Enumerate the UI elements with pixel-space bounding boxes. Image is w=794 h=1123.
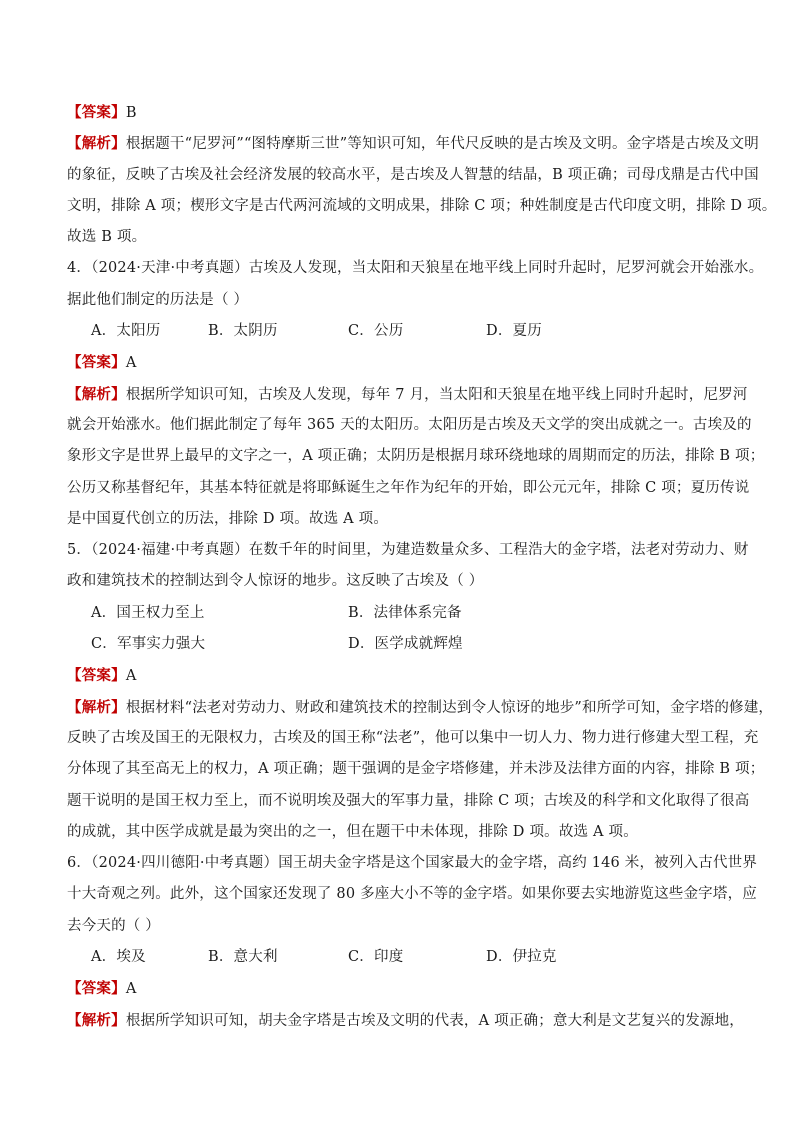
- answer-tag: 【答案】: [67, 104, 126, 121]
- answer-value: A: [125, 668, 137, 685]
- option-a: A．太阳历: [91, 323, 161, 340]
- analysis-line: 故选 B 项。: [67, 229, 147, 246]
- option-d: D．夏历: [486, 323, 542, 340]
- analysis-line: 象形文字是世界上最早的文字之一，A 项正确；太阴历是根据月球环绕地球的周期而定的历法，排除 B 项；: [67, 448, 765, 465]
- option-c: C．军事实力强大: [91, 636, 206, 653]
- analysis-line: 反映了古埃及国王的无限权力，古埃及的国王称“法老”，他可以集中一切人力、物力进行修建大型工程，充: [67, 729, 759, 746]
- option-c: C．印度: [348, 949, 404, 966]
- analysis-text: 根据所学知识可知，胡夫金字塔是古埃及文明的代表，A 项正确；意大利是文艺复兴的发源地，: [125, 1012, 744, 1029]
- answer-value: B: [125, 105, 137, 121]
- question-6-stem: 6．（2024·四川德阳·中考真题）国王胡夫金字塔是这个国家最大的金字塔，高约 146 米，被列入古代世界: [67, 855, 758, 872]
- question-6-options: [67, 942, 727, 973]
- option-b: B．法律体系完备: [348, 604, 462, 621]
- question-6-stem: 去今天的（ ）: [67, 917, 161, 934]
- analysis-line: [67, 379, 748, 410]
- answer-line: [67, 973, 727, 1004]
- option-a: A．国王权力至上: [91, 604, 205, 621]
- analysis-line: 分体现了其至高无上的权力，A 项正确；题干强调的是金字塔修建，并未涉及法律方面的内容，排除 B 项；: [67, 761, 765, 778]
- analysis-line: 是中国夏代创立的历法，排除 D 项。故选 A 项。: [67, 510, 389, 527]
- analysis-line: 公历又称基督纪年，其基本特征就是将耶稣诞生之年作为纪年的开始，即公元元年，排除 C 项；夏历传说: [67, 479, 750, 496]
- answer-value: A: [125, 355, 137, 372]
- analysis-line: 的象征，反映了古埃及社会经济发展的较高水平，是古埃及人智慧的结晶，B 项正确；司母戊鼎是古代中国: [67, 166, 759, 183]
- question-5-stem: 5．（2024·福建·中考真题）在数千年的时间里，为建造数量众多、工程浩大的金字塔，法老对劳动力、财: [67, 542, 749, 559]
- analysis-line: [67, 128, 759, 159]
- analysis-tag: 【解析】: [67, 385, 126, 403]
- question-5-options: [67, 598, 727, 629]
- answer-line: [67, 97, 727, 128]
- option-a: A．埃及: [91, 949, 146, 966]
- analysis-line: 的成就，其中医学成就是最为突出的之一，但在题干中未体现，排除 D 项。故选 A 项。: [67, 823, 638, 840]
- answer-tag: 【答案】: [67, 354, 126, 372]
- analysis-line: 题干说明的是国王权力至上，而不说明埃及强大的军事力量，排除 C 项；古埃及的科学和文化取得了很高: [67, 792, 750, 809]
- analysis-line: 就会开始涨水。他们据此制定了每年 365 天的太阳历。太阳历是古埃及天文学的突出成就之一。古埃及的: [67, 416, 752, 433]
- answer-value: A: [125, 981, 137, 998]
- analysis-line: [67, 1005, 744, 1036]
- option-b: B．意大利: [208, 949, 278, 966]
- question-4-stem: 4．（2024·天津·中考真题）古埃及人发现，当太阳和天狼星在地平线上同时升起时，尼罗河就会开始涨水。: [67, 260, 764, 277]
- option-d: D．医学成就辉煌: [348, 636, 463, 653]
- answer-line: [67, 347, 727, 378]
- question-4-options: [67, 316, 727, 347]
- option-c: C．公历: [348, 323, 404, 340]
- option-b: B．太阴历: [208, 323, 278, 340]
- answer-line: [67, 660, 727, 691]
- answer-tag: 【答案】: [67, 980, 126, 998]
- analysis-tag: 【解析】: [67, 135, 126, 153]
- analysis-text: 根据所学知识可知，古埃及人发现，每年 7 月，当太阳和天狼星在地平线上同时升起时，尼罗河: [125, 386, 748, 403]
- analysis-line: 文明，排除 A 项；楔形文字是古代两河流域的文明成果，排除 C 项；种姓制度是古代印度文明，排除 D 项。: [67, 197, 777, 214]
- option-d: D．伊拉克: [486, 949, 557, 966]
- analysis-tag: 【解析】: [67, 698, 126, 716]
- answer-tag: 【答案】: [67, 667, 126, 685]
- analysis-text: 根据材料“法老对劳动力、财政和建筑技术的控制达到令人惊讶的地步”和所学可知，金字塔的修建，: [125, 699, 774, 716]
- question-4-stem: 据此他们制定的历法是（ ）: [67, 291, 249, 308]
- analysis-tag: 【解析】: [67, 1011, 126, 1029]
- question-5-stem: 政和建筑技术的控制达到令人惊讶的地步。这反映了古埃及（ ）: [67, 573, 484, 590]
- document-content: [67, 97, 777, 1036]
- question-6-stem: 十大奇观之列。此外，这个国家还发现了 80 多座大小不等的金字塔。如果你要去实地游览这些金字塔，应: [67, 886, 757, 903]
- analysis-line: [67, 692, 774, 723]
- question-5-options: [67, 629, 727, 660]
- analysis-text: 根据题干“尼罗河”“图特摩斯三世”等知识可知，年代尺反映的是古埃及文明。金字塔是古埃及文明: [125, 136, 759, 153]
